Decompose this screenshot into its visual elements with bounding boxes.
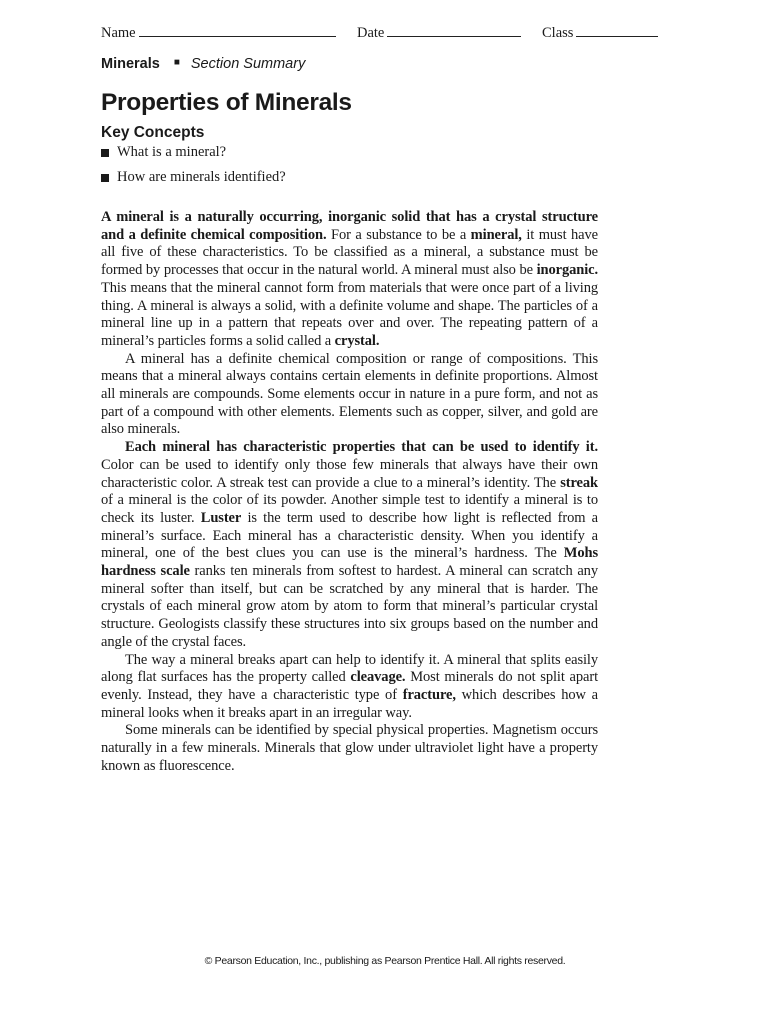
text-run: Color can be used to identify only those few minerals that always have their own characteristic color. A streak test can provide a clue to a mineral’s identity. The bbox=[101, 456, 598, 491]
list-item bbox=[101, 144, 286, 169]
key-sentence: Each mineral has characteristic properties that can be used to identify it. bbox=[125, 439, 598, 456]
section-summary-body bbox=[101, 209, 598, 776]
vocab-term: fracture, bbox=[402, 686, 456, 703]
text-run: This means that the mineral cannot form from materials that were once part of a living thing. A mineral is always a solid, with a definite volume and shape. The particles of a mineral line up in a pattern that repeats over and over. The repeating pattern of a mineral’s particles forms a solid called a bbox=[101, 279, 598, 349]
date-blank-line[interactable] bbox=[387, 24, 521, 37]
key-concept-text: What is a mineral? bbox=[117, 144, 227, 160]
text-run: of a mineral is the color of its powder. Another simple test to identify a mineral is to check its luster. bbox=[101, 492, 598, 526]
text-run: it must have all five of these characteristics. To be classified as a mineral, a substance must be formed by processes that occur in the natural world. A mineral must also be bbox=[101, 226, 598, 279]
name-field bbox=[101, 24, 336, 42]
name-blank-line[interactable] bbox=[139, 24, 336, 37]
paragraph-definition bbox=[101, 209, 598, 351]
square-bullet-icon bbox=[101, 149, 109, 157]
section-breadcrumb bbox=[101, 56, 305, 72]
class-blank-line[interactable] bbox=[576, 24, 658, 37]
chapter-name: Minerals bbox=[101, 56, 160, 72]
class-label: Class bbox=[542, 25, 574, 41]
separator-dot-icon: ■ bbox=[173, 57, 180, 68]
paragraph-cleavage bbox=[101, 652, 598, 723]
date-label: Date bbox=[357, 25, 385, 41]
text-run: The way a mineral breaks apart can help to identify it. A mineral that splits easily along flat surfaces has the property called bbox=[101, 651, 598, 686]
text-run: which describes how a mineral looks when it breaks apart in an irregular way. bbox=[101, 686, 598, 721]
vocab-term: cleavage. bbox=[350, 669, 406, 686]
vocab-term: mineral, bbox=[470, 226, 522, 243]
section-label: Section Summary bbox=[190, 56, 306, 72]
text-run: For a substance to be a bbox=[326, 226, 471, 243]
key-concepts-heading: Key Concepts bbox=[101, 124, 205, 141]
key-concepts-list bbox=[101, 144, 286, 186]
paragraph-composition: A mineral has a definite chemical composition or range of compositions. This means that a mineral always contains certain elements in definite proportions. Almost all minerals are compounds. Some elements occur in nature in a pure form, and not as part of a compound with other elements. Elements such as copper, silver, and gold are also minerals. bbox=[101, 350, 598, 438]
copyright-footer: © Pearson Education, Inc., publishing as Pearson Prentice Hall. All rights reserved. bbox=[204, 955, 566, 967]
vocab-term: Luster bbox=[200, 509, 242, 526]
vocab-term: Mohs hardness scale bbox=[101, 545, 598, 580]
paragraph-properties bbox=[101, 439, 598, 651]
text-run: Most minerals do not split apart evenly. Instead, they have a characteristic type of bbox=[101, 669, 598, 703]
name-label: Name bbox=[101, 25, 136, 41]
vocab-term: crystal. bbox=[334, 332, 380, 349]
vocab-term: inorganic. bbox=[536, 262, 598, 279]
vocab-term: streak bbox=[560, 474, 598, 491]
key-concept-text: How are minerals identified? bbox=[117, 169, 286, 185]
page-title: Properties of Minerals bbox=[101, 89, 352, 116]
text-run: ranks ten minerals from softest to hardest. A mineral can scratch any mineral softer than itself, but can be scratched by any mineral that is harder. The crystals of each mineral grow atom by atom to form that mineral’s particular crystal structure. Geologists classify these structures into six groups based on the number and angle of the crystal faces. bbox=[101, 563, 598, 650]
list-item bbox=[101, 169, 286, 186]
text-run: is the term used to describe how light is reflected from a mineral’s surface. Each mineral has a characteristic density. When you identify a mineral, one of the best clues you can use is the mineral’s hardness. The bbox=[101, 509, 599, 562]
paragraph-special-properties: Some minerals can be identified by special physical properties. Magnetism occurs naturally in a few minerals. Minerals that glow under ultraviolet light have a property known as fluorescence. bbox=[101, 722, 598, 774]
date-field bbox=[357, 24, 521, 42]
square-bullet-icon bbox=[101, 174, 109, 182]
key-sentence: A mineral is a naturally occurring, inorganic solid that has a crystal structure and a definite chemical composition. bbox=[101, 209, 598, 243]
class-field bbox=[542, 24, 658, 42]
